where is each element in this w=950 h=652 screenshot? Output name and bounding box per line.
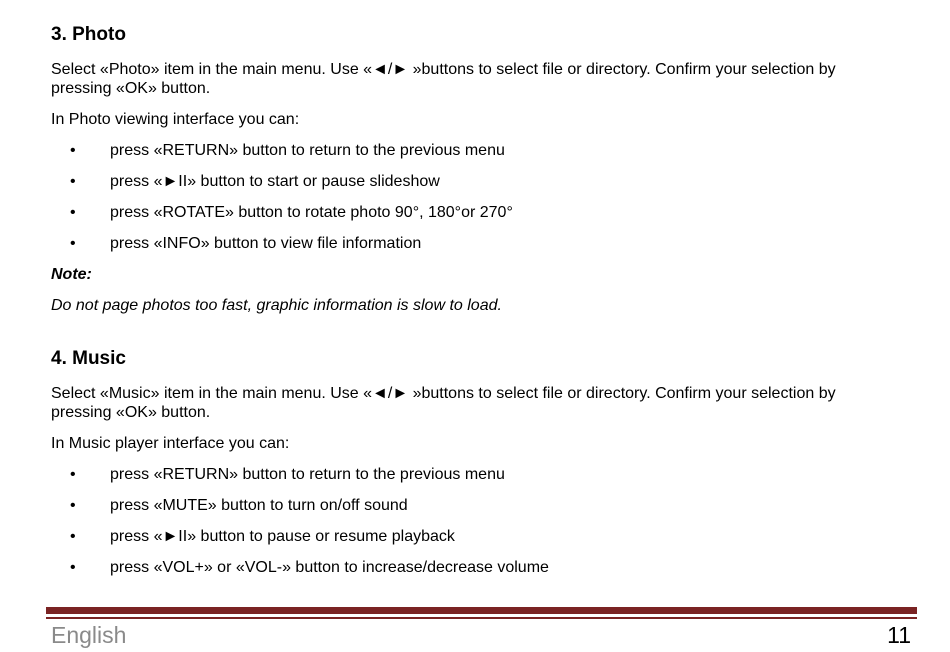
list-item [51, 496, 891, 515]
footer-language: English [51, 622, 127, 648]
list-item-text: press «INFO» button to view file information [110, 235, 422, 252]
list-item [51, 172, 891, 191]
list-item [51, 558, 891, 577]
bullet: • [70, 466, 76, 483]
bullet: • [70, 173, 76, 190]
note-text: Do not page photos too fast, graphic information is slow to load. [51, 297, 502, 314]
bullet: • [70, 528, 76, 545]
footer-rule-thick [46, 607, 917, 614]
list-item-text: press «RETURN» button to return to the previous menu [110, 466, 505, 483]
list-item-text: press «ROTATE» button to rotate photo 90°, 180°or 270° [110, 204, 513, 221]
page-number: 11 [887, 622, 911, 648]
list-item [51, 141, 891, 160]
list-item [51, 234, 891, 253]
section-photo [51, 22, 891, 315]
photo-actions-list [51, 141, 891, 253]
section-intro: Select «Photo» item in the main menu. Use «◄/► »buttons to select file or directory. Confirm your selection by pressing «OK» button. [51, 61, 836, 97]
page-content [51, 22, 891, 589]
list-item-text: press «MUTE» button to turn on/off sound [110, 497, 408, 514]
section-music [51, 346, 891, 577]
section-lead: In Music player interface you can: [51, 435, 290, 452]
list-item-text: press «►II» button to start or pause slideshow [110, 173, 440, 190]
list-item [51, 465, 891, 484]
note-label: Note: [51, 266, 92, 283]
music-actions-list [51, 465, 891, 577]
list-item [51, 527, 891, 546]
footer-rule-thin [46, 617, 917, 619]
section-heading: 4. Music [51, 348, 126, 369]
list-item [51, 203, 891, 222]
bullet: • [70, 142, 76, 159]
bullet: • [70, 235, 76, 252]
bullet: • [70, 497, 76, 514]
section-heading: 3. Photo [51, 24, 126, 45]
list-item-text: press «VOL+» or «VOL-» button to increase/decrease volume [110, 559, 549, 576]
bullet: • [70, 204, 76, 221]
section-intro: Select «Music» item in the main menu. Use «◄/► »buttons to select file or directory. Confirm your selection by pressing «OK» button. [51, 385, 836, 421]
bullet: • [70, 559, 76, 576]
list-item-text: press «►II» button to pause or resume playback [110, 528, 455, 545]
list-item-text: press «RETURN» button to return to the previous menu [110, 142, 505, 159]
section-lead: In Photo viewing interface you can: [51, 111, 300, 128]
